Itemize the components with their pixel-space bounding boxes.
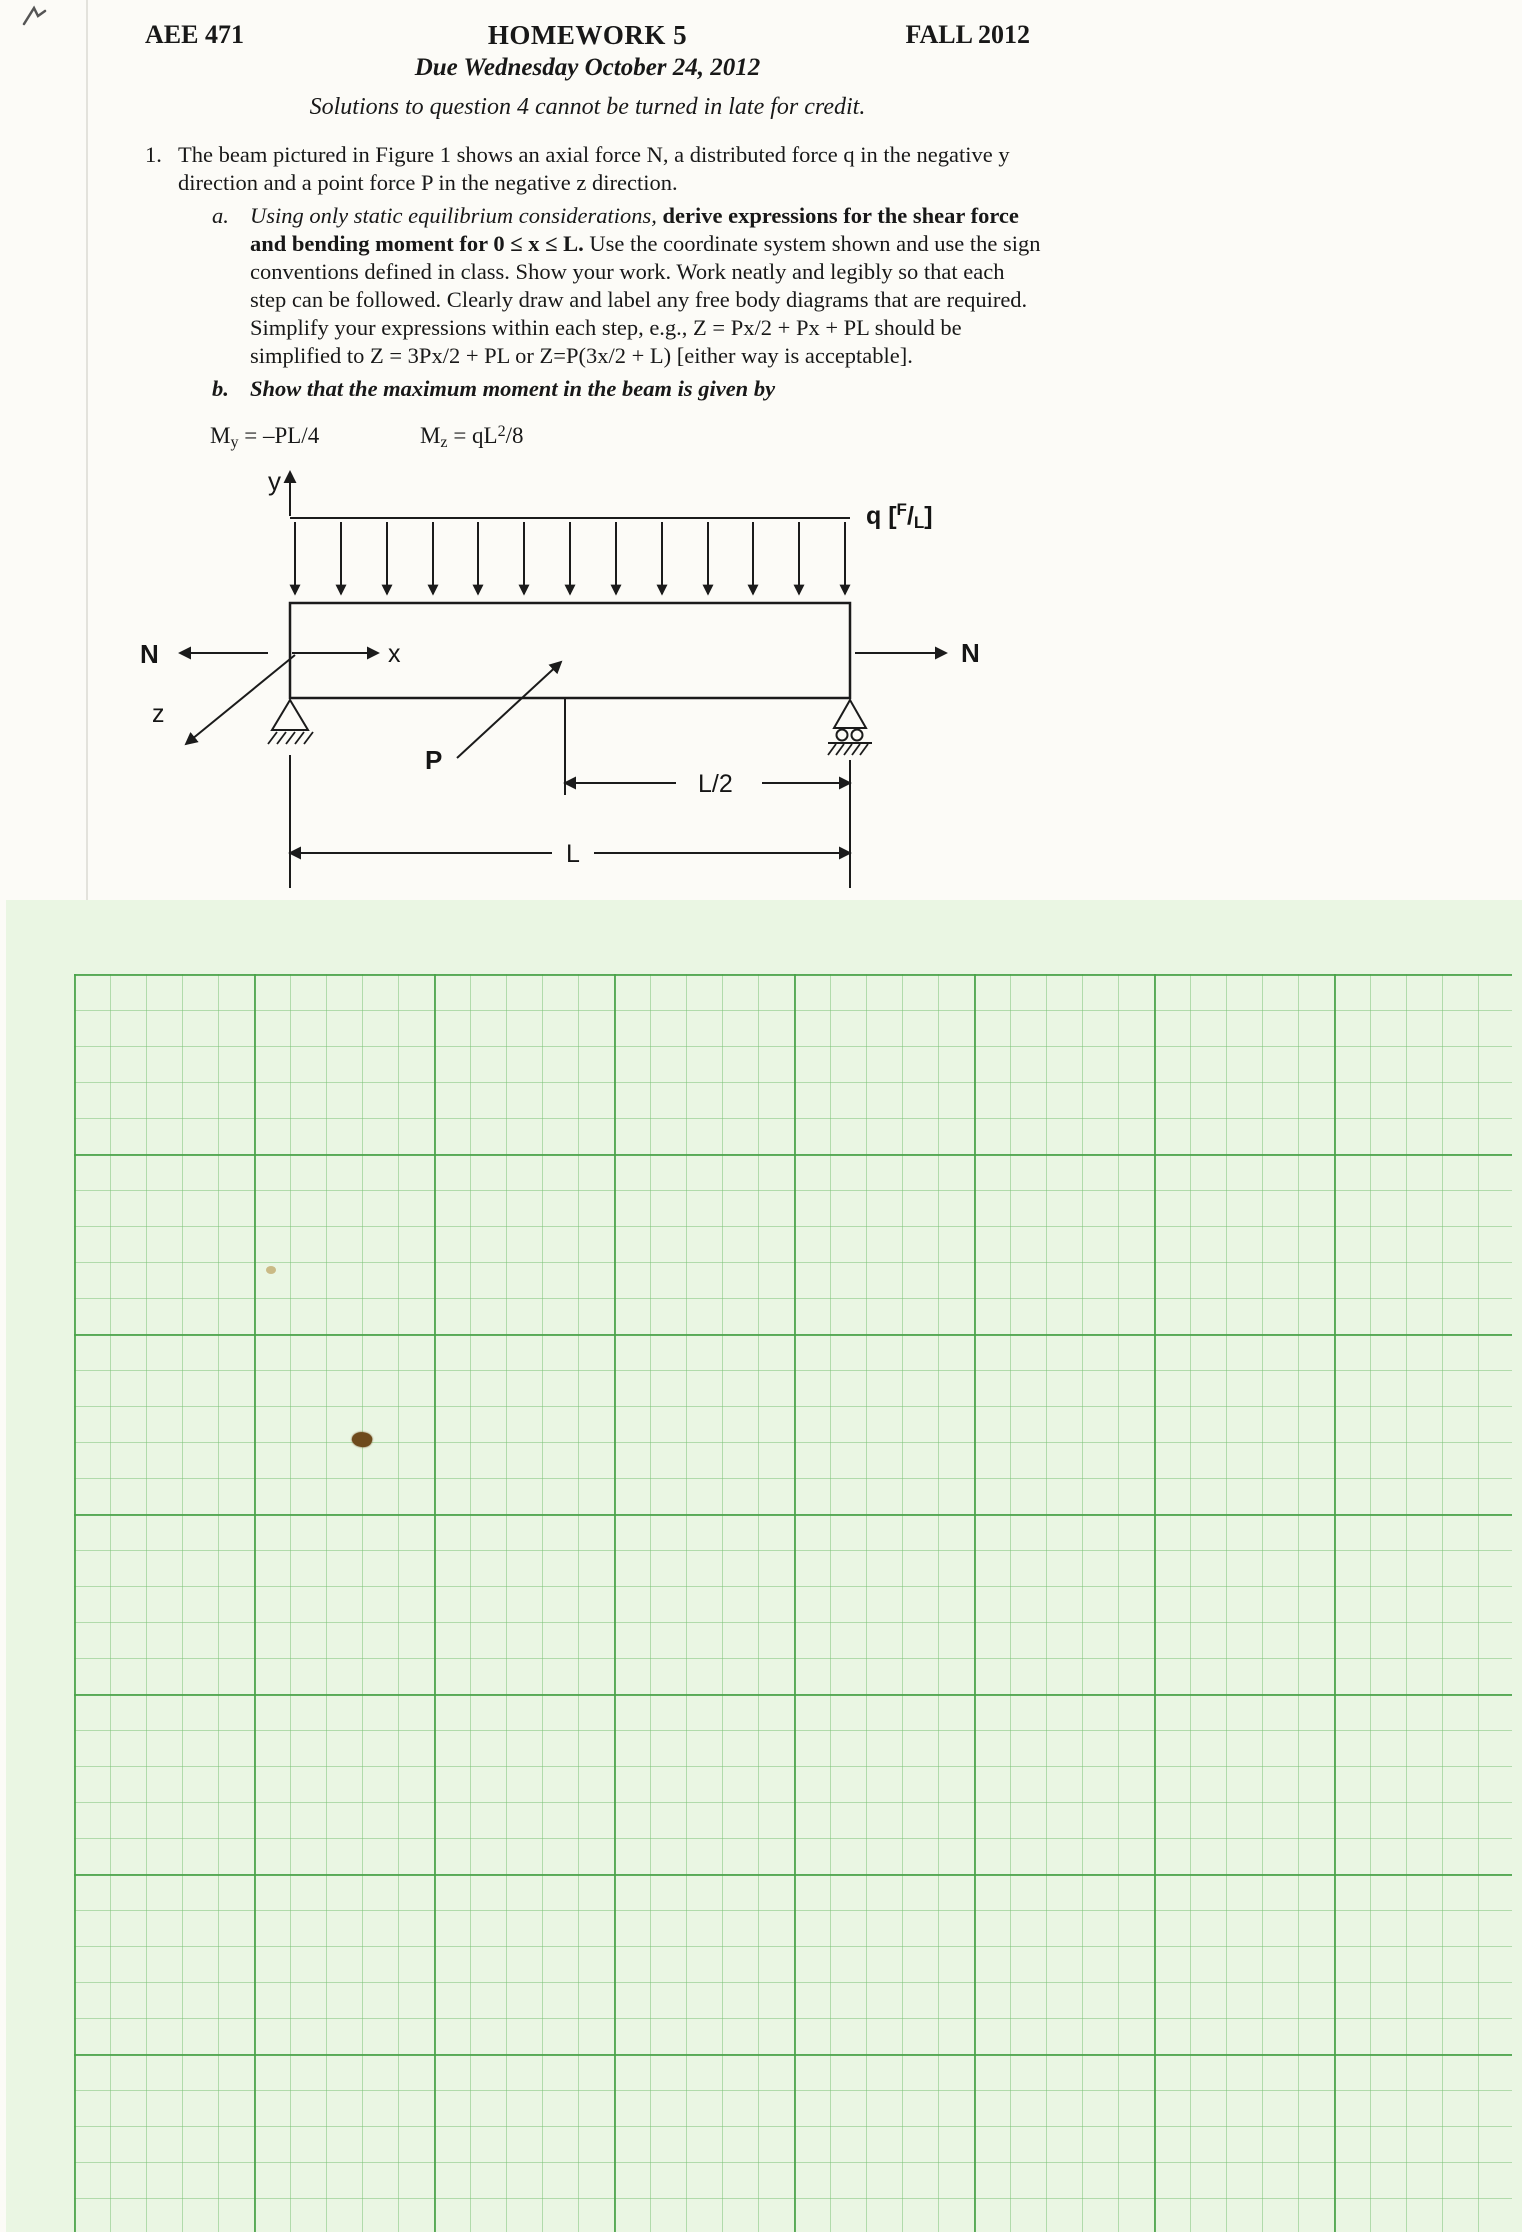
- label-p-force: P: [425, 745, 443, 775]
- due-date: Due Wednesday October 24, 2012: [414, 54, 761, 81]
- problem-1: [145, 141, 1045, 457]
- homework-title: HOMEWORK 5: [487, 20, 688, 50]
- q-label-pre: q [: [866, 502, 897, 530]
- dimension-l: [290, 755, 850, 888]
- graph-paper-grid: [74, 974, 1512, 2232]
- part-a: [212, 202, 1045, 370]
- distributed-load: [290, 518, 850, 594]
- header: [145, 20, 1030, 90]
- label-dim-full: L: [566, 840, 580, 868]
- label-z-axis: z: [152, 700, 165, 728]
- part-b: [212, 375, 1045, 403]
- problem-number: 1.: [145, 142, 162, 167]
- paper-speck-small: [266, 1266, 276, 1274]
- graph-paper: [6, 900, 1522, 2232]
- equation-mz-sup: 2: [497, 423, 506, 440]
- pen-mark: [18, 2, 58, 32]
- equation-mz-rhs-post: /8: [505, 423, 524, 448]
- q-label-post: ]: [924, 502, 933, 530]
- q-label-sub: L: [913, 513, 925, 532]
- equation-my-rhs: = –PL/4: [238, 423, 320, 448]
- q-label-sup: F: [896, 500, 907, 519]
- page-edge-shadow: [86, 0, 88, 902]
- course-code: AEE 471: [145, 20, 244, 49]
- label-dim-half: L/2: [698, 770, 733, 798]
- label-n-right: N: [961, 638, 980, 668]
- equation-mz-rhs-pre: = qL: [447, 423, 498, 448]
- part-a-label: a.: [212, 203, 229, 228]
- equation-my-base: M: [210, 423, 231, 448]
- problem-intro: [145, 141, 1045, 197]
- beam: [290, 603, 850, 698]
- point-force-arrow: [457, 662, 561, 758]
- equation-my-sub: y: [230, 434, 239, 451]
- problem-intro-text: The beam pictured in Figure 1 shows an axial force N, a distributed force q in the negative y direction and a point force P in the negative z direction.: [178, 142, 1010, 195]
- part-a-lead-bold: derive expressions for the shear force and bending moment for 0 ≤ x ≤ L.: [250, 203, 1019, 256]
- equation-mz-sub: z: [440, 434, 448, 451]
- label-x-axis: x: [388, 640, 401, 668]
- pin-support: [268, 700, 313, 744]
- beam-figure: [120, 450, 1080, 895]
- equation-mz-base: M: [419, 423, 441, 448]
- q-label-slash: /: [906, 502, 914, 530]
- label-n-left: N: [140, 639, 159, 669]
- part-b-text: Show that the maximum moment in the beam is given by: [250, 376, 776, 401]
- part-b-label: b.: [212, 376, 229, 401]
- term-label: FALL 2012: [905, 20, 1030, 49]
- label-y-axis: y: [268, 466, 281, 496]
- label-q-distributed: [866, 500, 933, 532]
- roller-support: [828, 700, 872, 755]
- late-notice: Solutions to question 4 cannot be turned in late for credit.: [309, 94, 866, 120]
- part-a-lead-italic: Using only static equilibrium considerations,: [250, 203, 663, 228]
- part-a-body: Use the coordinate system shown and use the sign conventions defined in class. Show your work. Work neatly and legibly so that each step can be followed. Clearly draw and label any free body diagrams that are required. Simplify your expressions within each step, e.g., Z = Px/2 + Px + PL should be simplified to Z = 3Px/2 + PL or Z=P(3x/2 + L) [either way is acceptable].: [250, 231, 1041, 368]
